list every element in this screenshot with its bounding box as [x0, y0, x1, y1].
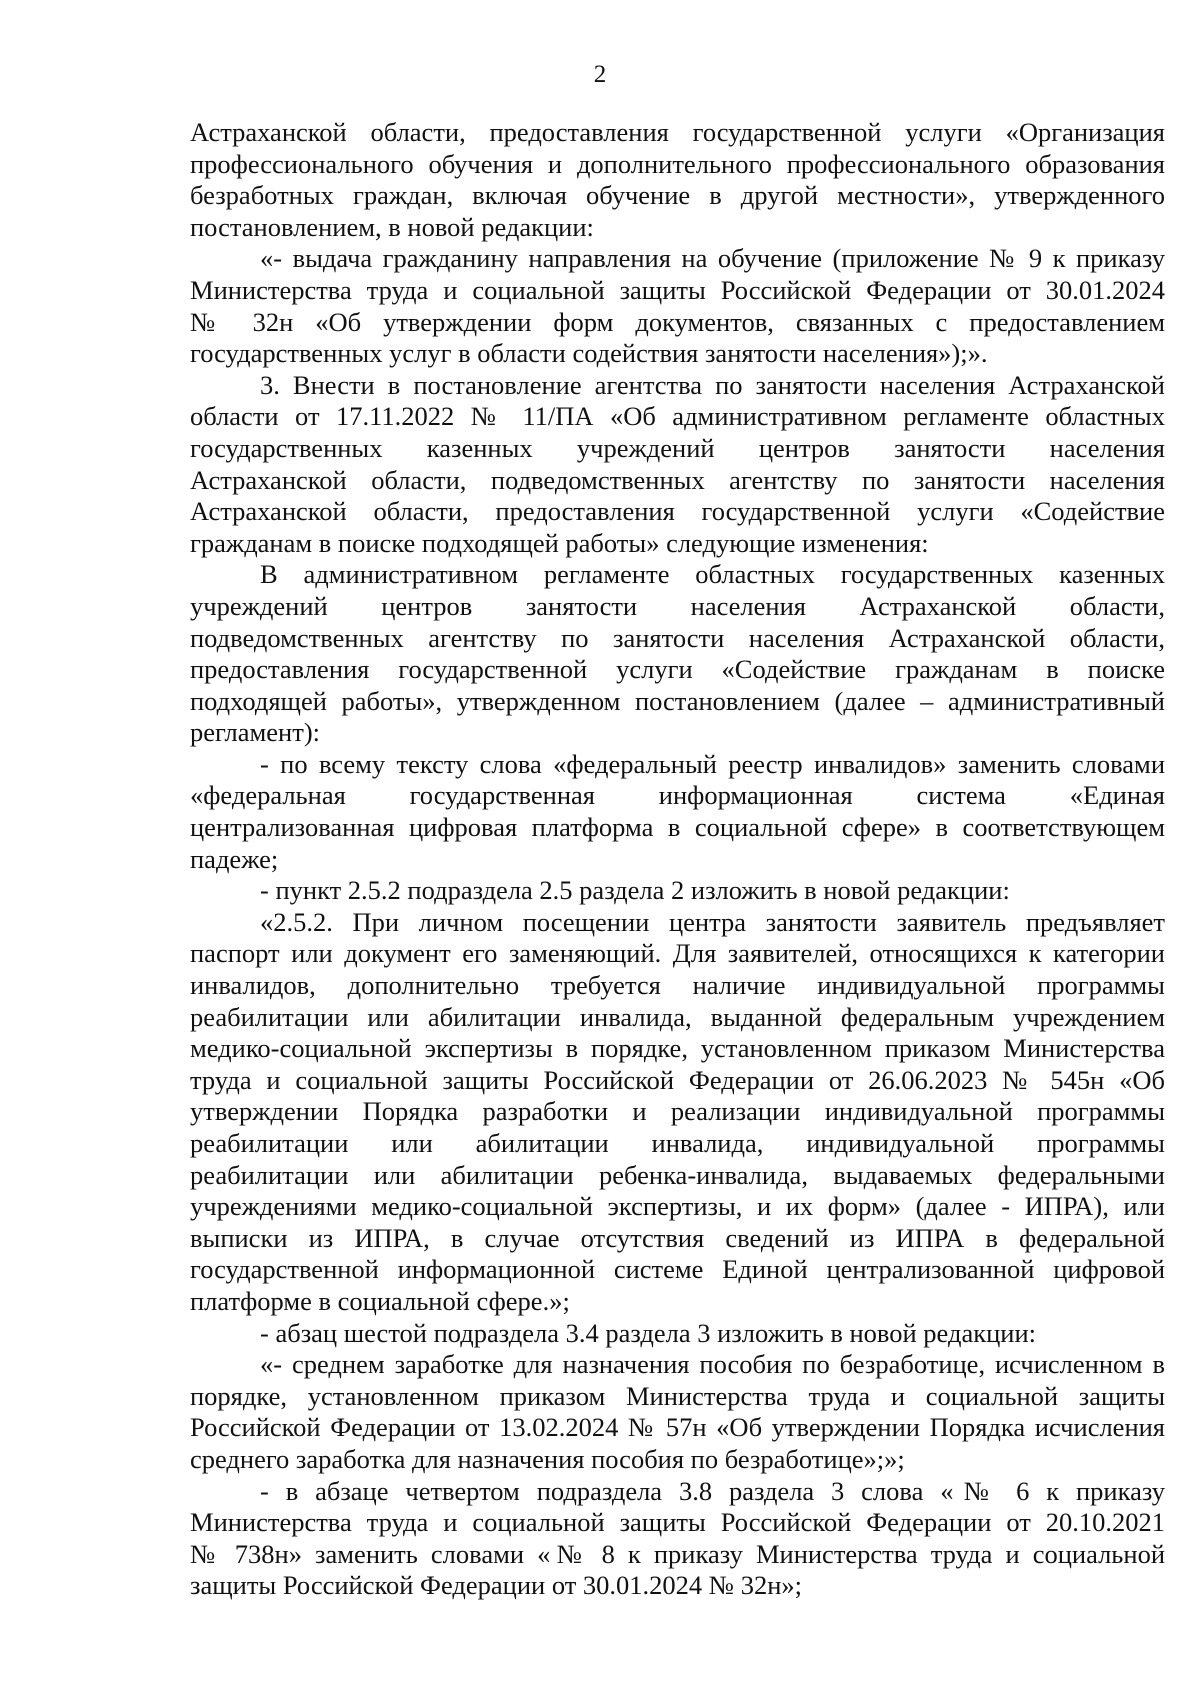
text-line: регламент): — [190, 717, 321, 748]
text-line: области от 17.11.2022 № 11/ПА «Об административном регламенте областных — [190, 401, 1165, 432]
text-line: государственных услуг в области содействия занятости населения»);». — [190, 338, 988, 369]
text-line: медико-социальной экспертизы в порядке, установленном приказом Министерства — [190, 1033, 1165, 1064]
text-line: Астраханской области, предоставления государственной услуги «Содействие — [190, 496, 1165, 527]
text-line: реабилитации или абилитации ребенка-инвалида, выдаваемых федеральными — [190, 1159, 1165, 1190]
text-line: инвалидов, дополнительно требуется наличие индивидуальной программы — [190, 970, 1165, 1001]
text-line: учреждений центров занятости населения Астраханской области, — [190, 590, 1165, 621]
document-body — [190, 117, 1165, 1602]
text-line: защиты Российской Федерации от 30.01.2024 № 32н»; — [190, 1570, 803, 1601]
text-line: № 32н «Об утверждении форм документов, связанных с предоставлением — [190, 306, 1165, 337]
text-line: - абзац шестой подраздела 3.4 раздела 3 изложить в новой редакции: — [260, 1317, 1036, 1348]
text-line: реабилитации или абилитации инвалида, выданной федеральным учреждением — [190, 1001, 1165, 1032]
text-line: - в абзаце четвертом подраздела 3.8 раздела 3 слова «№ 6 к приказу — [260, 1475, 1165, 1506]
text-line: Министерства труда и социальной защиты Российской Федерации от 30.01.2024 — [190, 274, 1165, 305]
text-line: «2.5.2. При личном посещении центра занятости заявитель предъявляет — [260, 906, 1165, 937]
text-line: платформе в социальной сфере.»; — [190, 1285, 570, 1316]
text-line: труда и социальной защиты Российской Федерации от 26.06.2023 № 545н «Об — [190, 1064, 1165, 1095]
text-line: утверждении Порядка разработки и реализации индивидуальной программы — [190, 1096, 1165, 1127]
text-line: государственных казенных учреждений центров занятости населения — [190, 432, 1165, 463]
text-line: централизованная цифровая платформа в социальной сфере» в соответствующем — [190, 812, 1165, 843]
text-line: № 738н» заменить словами «№ 8 к приказу Министерства труда и социальной — [190, 1538, 1165, 1569]
text-line: выписки из ИПРА, в случае отсутствия сведений из ИПРА в федеральной — [190, 1222, 1165, 1253]
text-line: подведомственных агентству по занятости населения Астраханской области, — [190, 622, 1165, 653]
text-line: - пункт 2.5.2 подраздела 2.5 раздела 2 изложить в новой редакции: — [260, 875, 1010, 906]
text-line: безработных граждан, включая обучение в другой местности», утвержденного — [190, 180, 1165, 211]
text-line: постановлением, в новой редакции: — [190, 211, 594, 242]
text-line: «- среднем заработке для назначения пособия по безработице, исчисленном в — [260, 1349, 1165, 1380]
text-line: среднего заработка для назначения пособия по безработице»;»; — [190, 1443, 905, 1474]
text-line: Астраханской области, подведомственных агентству по занятости населения — [190, 464, 1165, 495]
text-line: паспорт или документ его заменяющий. Для заявителей, относящихся к категории — [190, 938, 1165, 969]
text-line: 3. Внести в постановление агентства по занятости населения Астраханской — [260, 369, 1165, 400]
text-line: реабилитации или абилитации инвалида, индивидуальной программы — [190, 1128, 1165, 1158]
text-line: государственной информационной системе Единой централизованной цифровой — [190, 1254, 1165, 1285]
text-line: Российской Федерации от 13.02.2024 № 57н «Об утверждении Порядка исчисления — [190, 1412, 1165, 1443]
text-line: «федеральная государственная информационная система «Единая — [190, 780, 1165, 811]
text-line: - по всему тексту слова «федеральный реестр инвалидов» заменить словами — [260, 748, 1165, 779]
page-number: 2 — [593, 61, 607, 88]
text-line: падеже; — [190, 843, 279, 874]
text-line: Министерства труда и социальной защиты Российской Федерации от 20.10.2021 — [190, 1507, 1165, 1538]
text-line: Астраханской области, предоставления государственной услуги «Организация — [190, 117, 1165, 147]
text-line: учреждениями медико-социальной экспертизы, и их форм» (далее - ИПРА), или — [190, 1191, 1165, 1222]
text-line: подходящей работы», утвержденном постановлением (далее – административный — [190, 685, 1165, 716]
text-line: гражданам в поиске подходящей работы» следующие изменения: — [190, 527, 929, 558]
text-line: профессионального обучения и дополнительного профессионального образования — [190, 148, 1165, 179]
text-line: «- выдача гражданину направления на обучение (приложение № 9 к приказу — [260, 243, 1165, 274]
text-line: предоставления государственной услуги «Содействие гражданам в поиске — [190, 654, 1165, 685]
text-line: порядке, установленном приказом Министерства труда и социальной защиты — [190, 1380, 1165, 1411]
text-line: В административном регламенте областных государственных казенных — [260, 559, 1165, 590]
